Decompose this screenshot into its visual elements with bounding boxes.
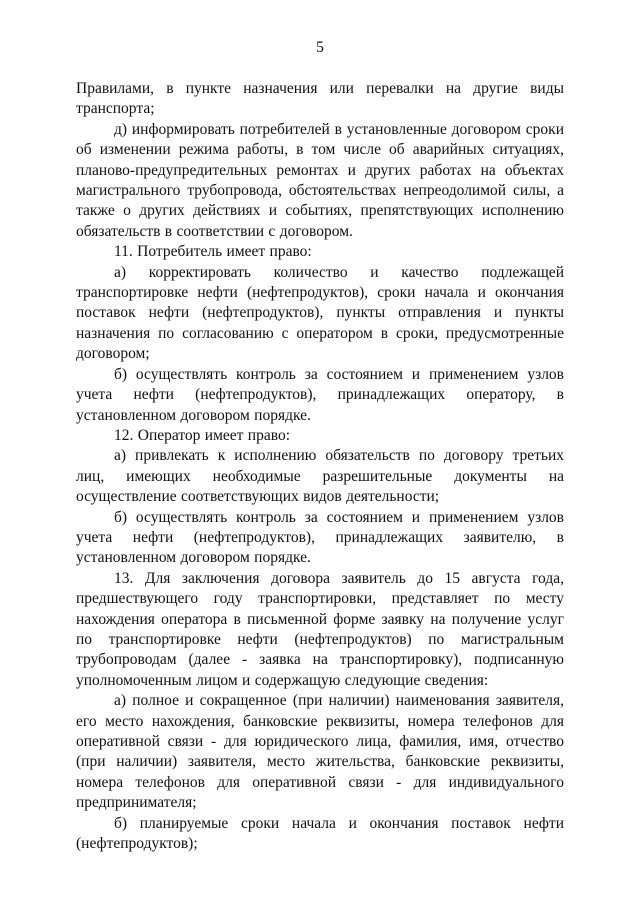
paragraph-section-11-heading: 11. Потребитель имеет право: <box>114 243 312 261</box>
paragraph-continuation-transport: Правилами, в пункте назначения или перевалки на другие виды транспорта; <box>76 80 564 118</box>
paragraph-section-13-a: а) полное и сокращенное (при наличии) наименования заявителя, его место нахождения, банковские реквизиты, номера телефонов для оперативной связи - для юридического лица, фамилия, имя, отчество (при наличии) заявителя, место жительства, банковские реквизиты, номера телефонов для оперативной связи - для индивидуального предпринимателя; <box>76 692 564 812</box>
paragraph-section-12-b: б) осуществлять контроль за состоянием и применением узлов учета нефти (нефтепродуктов), принадлежащих заявителю, в установленном договором порядке. <box>76 508 564 567</box>
paragraph-section-11-b: б) осуществлять контроль за состоянием и применением узлов учета нефти (нефтепродуктов), принадлежащих оператору, в установленном договором порядке. <box>76 365 564 424</box>
paragraph-clause-d-inform-consumers: д) информировать потребителей в установленные договором сроки об изменении режима работы, в том числе об аварийных ситуациях, планово-предупредительных ремонтах и других работах на объектах магистрального трубопровода, обстоятельствах непреодолимой силы, а также о других действиях и событиях, препятствующих исполнению обязательств в соответствии с договором. <box>76 120 564 240</box>
paragraph-section-13-b: б) планируемые сроки начала и окончания поставок нефти (нефтепродуктов); <box>76 814 564 853</box>
page-number: 5 <box>316 39 324 56</box>
paragraph-section-12-a: а) привлекать к исполнению обязательств по договору третьих лиц, имеющих необходимые разрешительные документы на осуществление соответствующих видов деятельности; <box>76 447 564 506</box>
paragraph-section-12-heading: 12. Оператор имеет право: <box>114 426 290 444</box>
document-body <box>76 79 564 854</box>
paragraph-section-13: 13. Для заключения договора заявитель до 15 августа года, предшествующего году транспортировки, представляет по месту нахождения оператора в письменной форме заявку на получение услуг по транспортировке нефти (нефтепродуктов) по магистральным трубопроводам (далее - заявка на транспортировку), подписанную уполномоченным лицом и содержащую следующие сведения: <box>76 569 564 689</box>
paragraph-section-11-a: а) корректировать количество и качество подлежащей транспортировке нефти (нефтепродуктов), сроки начала и окончания поставок нефти (нефтепродуктов), пункты отправления и пункты назначения по согласованию с оператором в сроки, предусмотренные договором; <box>76 263 564 363</box>
